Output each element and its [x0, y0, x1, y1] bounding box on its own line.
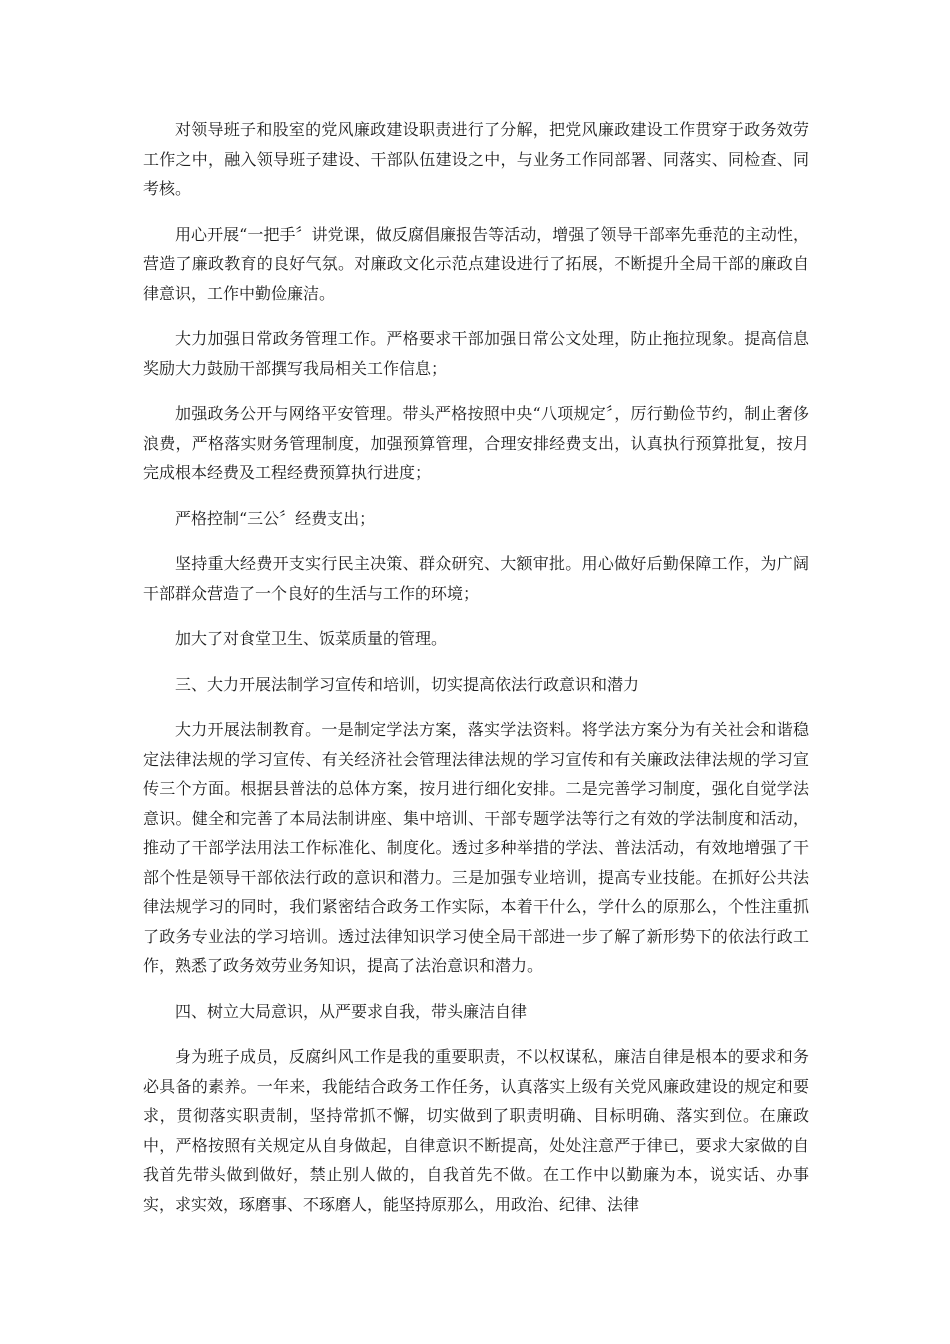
paragraph-canteen: 加大了对食堂卫生、饭菜质量的管理。 — [175, 629, 448, 648]
paragraph-legal-education: 大力开展法制教育。一是制定学法方案，落实学法资料。将学法方案分为有关社会和谐稳定法律法规的学习宣传、有关经济社会管理法律法规的学习宣传和有关廉政法律法规的学习宣传三个方面。根据县普法的总体方案，按月进行细化安排。二是完善学习制度，强化自觉学法意识。健全和完善了本局法制讲座、集中培训、干部专题学法等行之有效的学法制度和活动，推动了干部学法用法工作标准化、制度化。透过多种举措的学法、普法活动，有效地增强了干部个性是领导干部依法行政的意识和潜力。三是加强专业培训，提高专业技能。在抓好公共法律法规学习的同时，我们紧密结合政务工作实际，本着干什么，学什么的原那么，个性注重抓了政务专业法的学习培训。透过法律知识学习使全局干部进一步了解了新形势下的依法行政工作，熟悉了政务效劳业务知识，提高了法治意识和潜力。 — [143, 720, 809, 975]
paragraph-party-lecture: 用心开展“一把手〞讲党课，做反腐倡廉报告等活动，增强了领导干部率先垂范的主动性，营造了廉政教育的良好气氛。对廉政文化示范点建设进行了拓展，不断提升全局干部的廉政自律意识，工作中勤俭廉洁。 — [143, 224, 809, 303]
paragraph-major-expenditure: 坚持重大经费开支实行民主决策、群众研究、大额审批。用心做好后勤保障工作，为广阔干部群众营造了一个良好的生活与工作的环境； — [143, 554, 809, 603]
section-heading-three: 三、大力开展法制学习宣传和培训，切实提高依法行政意识和潜力 — [175, 674, 640, 694]
paragraph-daily-management: 大力加强日常政务管理工作。严格要求干部加强日常公文处理，防止拖拉现象。提高信息奖励大力鼓励干部撰写我局相关工作信息； — [143, 329, 809, 378]
paragraph-self-discipline: 身为班子成员，反腐纠风工作是我的重要职责，不以权谋私，廉洁自律是根本的要求和务必具备的素养。一年来，我能结合政务工作任务，认真落实上级有关党风廉政建设的规定和要求，贯彻落实职责制，坚持常抓不懈，切实做到了职责明确、目标明确、落实到位。在廉政中，严格按照有关规定从自身做起，自律意识不断提高，处处注意严于律已，要求大家做的自我首先带头做到做好，禁止别人做的，自我首先不做。在工作中以勤廉为本，说实话、办事实，求实效，琢磨事、不琢磨人，能坚持原那么，用政治、纪律、法律 — [143, 1047, 809, 1214]
document-body — [143, 115, 809, 1235]
section-heading-four: 四、树立大局意识，从严要求自我，带头廉洁自律 — [175, 1001, 528, 1021]
paragraph-three-public-expenses: 严格控制“三公〞经费支出； — [175, 508, 376, 528]
paragraph-party-style-duties: 对领导班子和股室的党风廉政建设职责进行了分解，把党风廉政建设工作贯穿于政务效劳工作之中，融入领导班子建设、干部队伍建设之中，与业务工作同部署、同落实、同检查、同考核。 — [143, 120, 809, 198]
paragraph-public-affairs: 加强政务公开与网络平安管理。带头严格按照中央“八项规定〞，厉行勤俭节约，制止奢侈浪费，严格落实财务管理制度，加强预算管理，合理安排经费支出，认真执行预算批复，按月完成根本经费及工程经费预算执行进度； — [143, 404, 809, 482]
